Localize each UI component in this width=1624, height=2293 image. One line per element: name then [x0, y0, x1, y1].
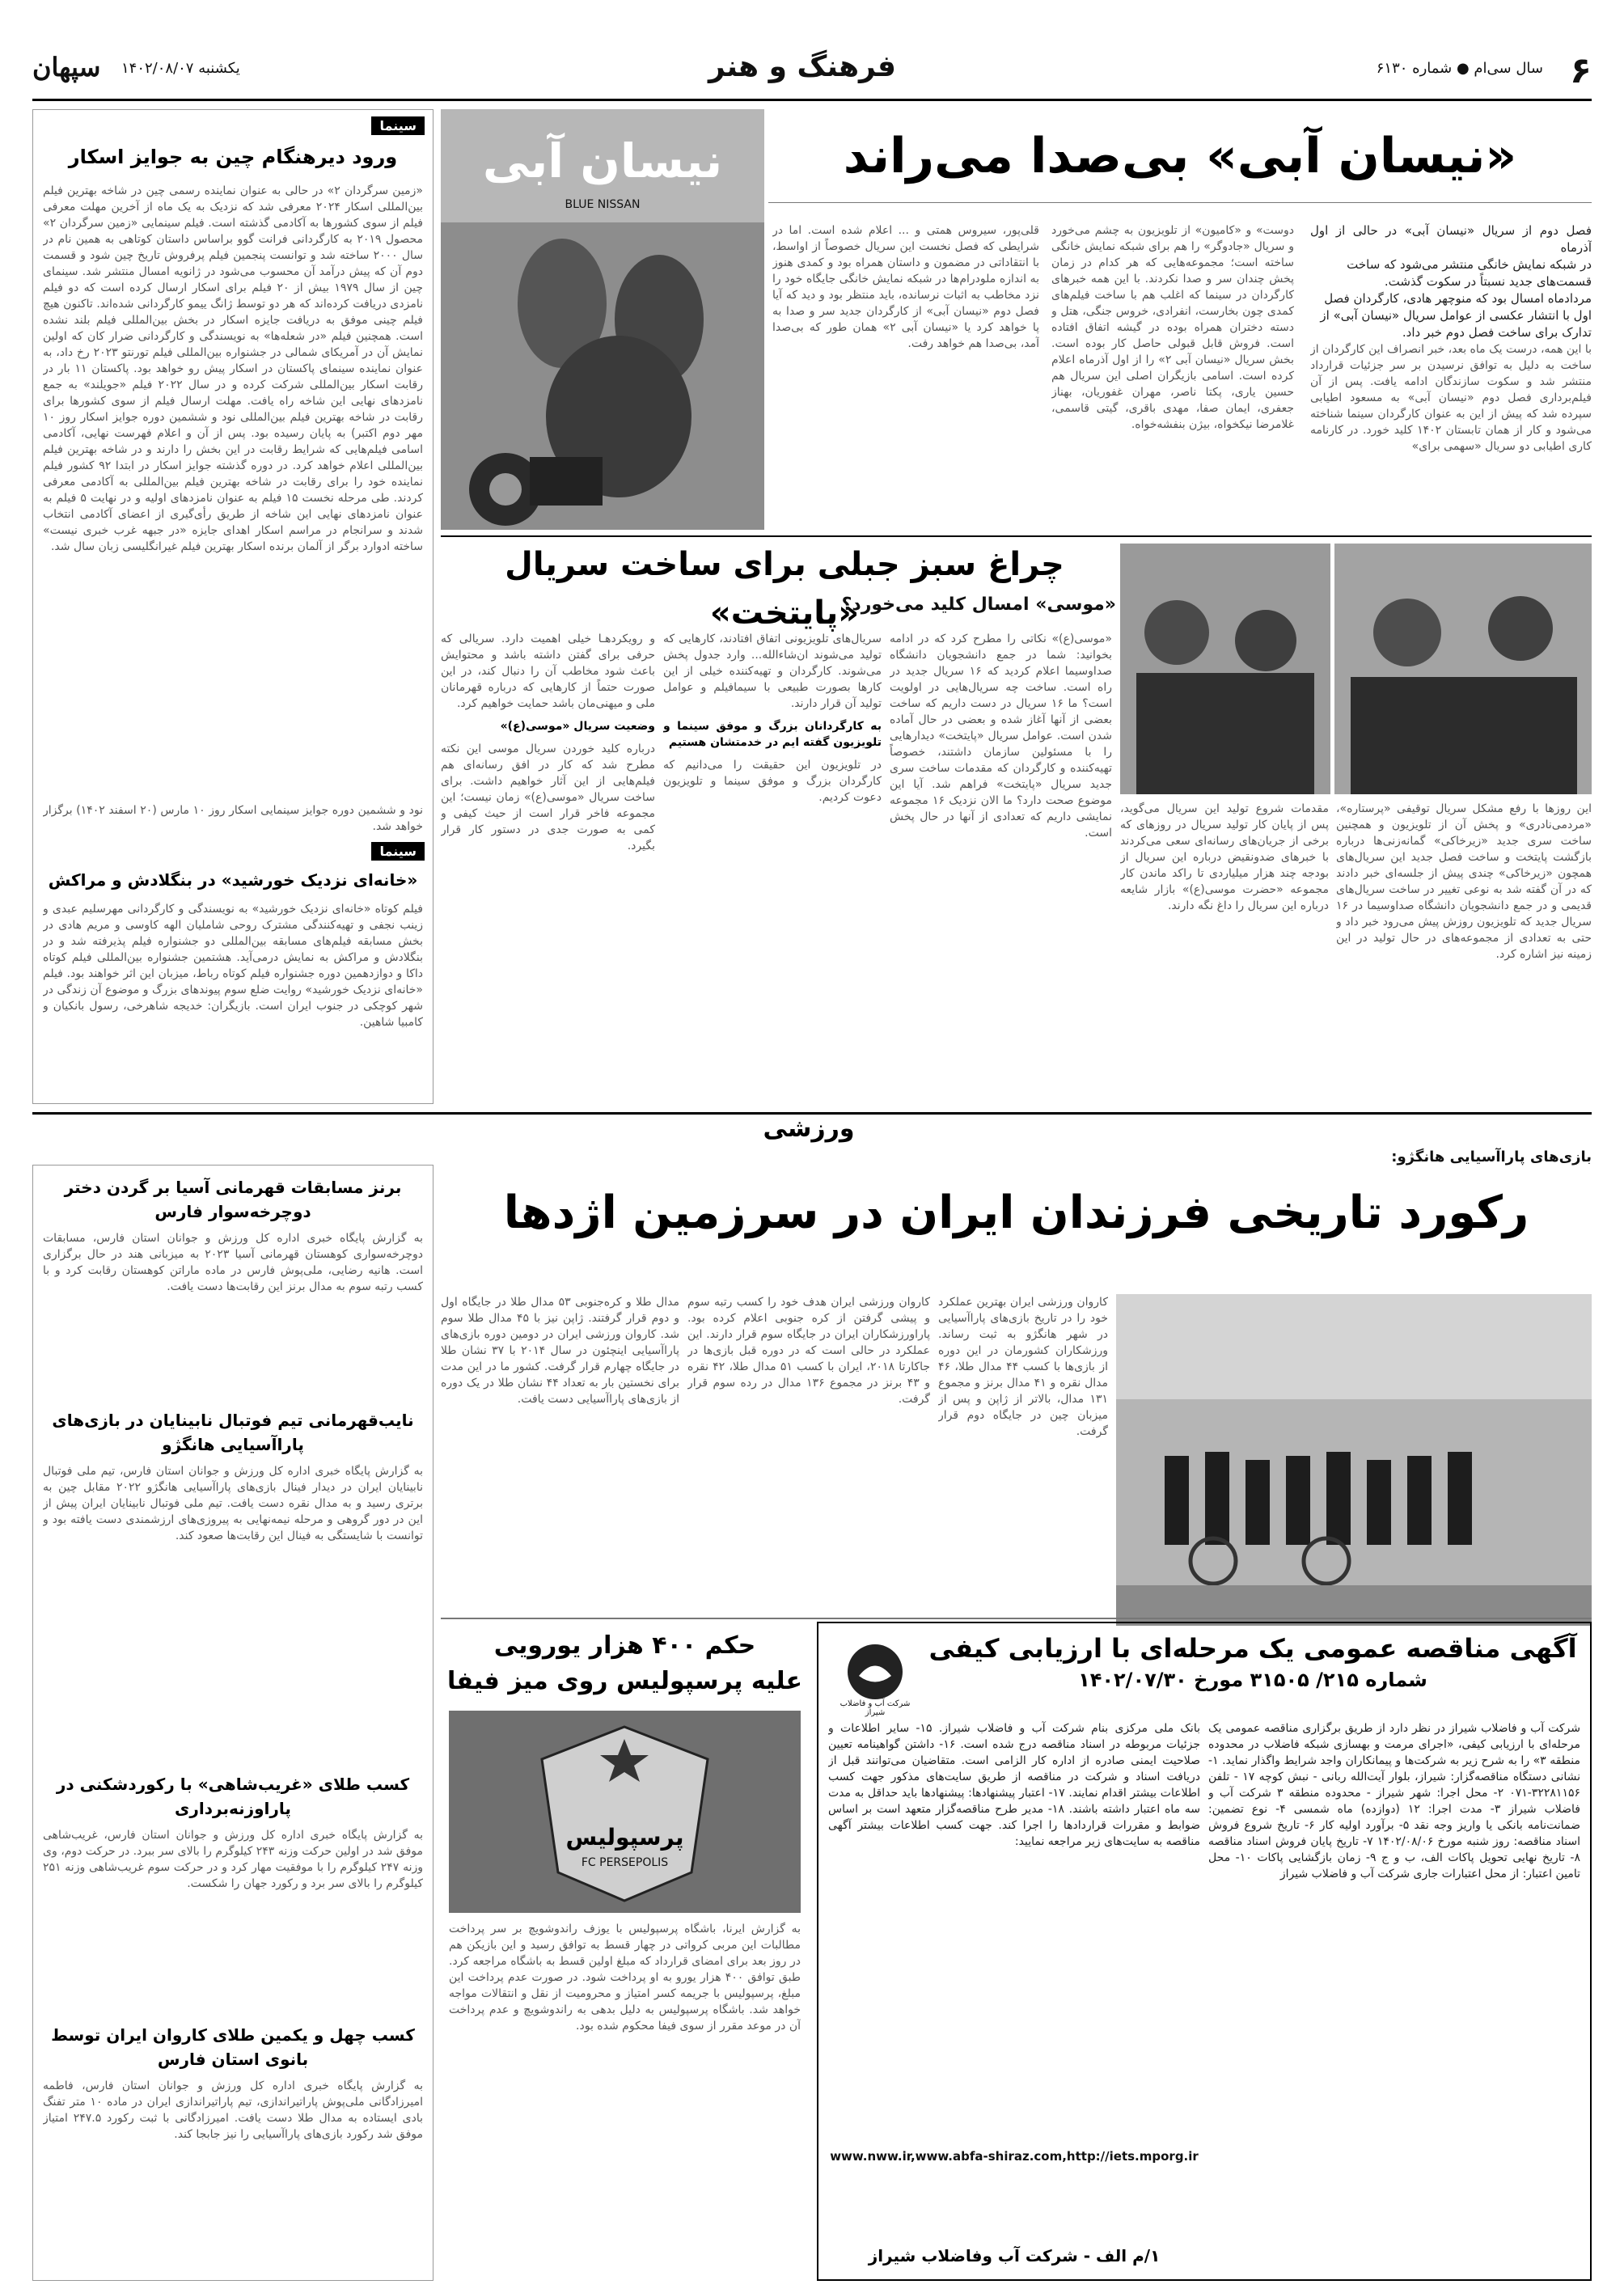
festival-story-title: چراغ سبز جبلی برای ساخت سریال «پایتخت» [505, 546, 1064, 632]
main-story-col2: دوست» و «کامیون» از تلویزیون به چشم می‌خورد و سریال «جادوگر» را هم برای شبکه نمایش خانگی ساخته است؛ مجموعه‌هایی که هر کدام در زمان پخش چندان سر و صدا نکردند. با این همه خبرهای کارگردان در سینما که اغلب هم با ساخت فیلم‌های کمدی چون بخارست، انفرادی، خروس جنگی، هتل و دسته دختران همراه بوده در گیشه اتفاق افتاده است. فروش قابل قبولی حاصل کار بوده است. بخش سریال «نیسان آبی ۲» را از اول آذرماه اعلام کرده است. اسامی بازیگران اصلی این سریال هم حسین یاری، پکتا ناصر، مهران غفوریان، بهناز جعفری، ایمان صفا، مهدی باقری، گیتی قاسمی، غلامرضا نیکخواه، بیژن بنفشه‌خواه. [1051, 224, 1294, 431]
side-story-4-title: کسب چهل و یکمین طلای کاروان ایران توسط بانوی استان فارس [51, 2025, 415, 2069]
persepolis-story [441, 1622, 809, 2281]
ad-title: آگهی مناقصه عمومی یک مرحله‌ای با ارزیابی کیفی [928, 1633, 1577, 1664]
side-story-4-body: به گزارش پایگاه خبری اداره کل ورزش و جوانان استان فارس، فاطمه امیرزادگانی ملی‌پوش پاراتیراندازی، تیم پاراتیراندازی ایران در ماده ۱۰ متر تفنگ بادی ایستاده به مدال طلا دست یافت. امیرزادگانی با ثبت رکورد ۲۴۷.۵ امتیاز موفق شد رکورد بازی‌های پاراآسیایی را نیز جابجا کند. [43, 2079, 423, 2141]
festival-col-d: سریال‌های تلویزیونی اتفاق افتادند، کارهایی که تولید می‌شوند ان‌شاءالله... وارد جدول پخش می‌شوند. کارگردان و تهیه‌کننده خیلی از این کارها بصورت طبیعی با سیمافیلم و عوامل تولید آن قرار دارند. به کارگردانان بزرگ و موفق سینما و تلویزیون گفته ایم در خدمتشان هستیم در تلویزیون این حقیقت را می‌دانیم که کارگردان بزرگ و موفق سینما و تلویزیون دعوت کردیم. [663, 632, 882, 804]
header-rule [32, 99, 1592, 101]
festival-col-c: «موسی(ع)» نکاتی را مطرح کرد که در ادامه بخوانید: شما در جمع دانشجویان دانشگاه صداوسیما اعلام کردید که ۱۶ سریال جدید در راه است. ساخت چه سریال‌هایی در اولویت است؟ ما ۱۶ سریال در دست داریم که ساخت بعضی از آنها آغاز شده و بعضی در حال آماده شدن است. عوامل سریال «پایتخت» دیدارهایی را با مسئولین سازمان داشتند، خصوصاً تهیه‌کننده و کارگردان که مقدمات ساخت سری جدید سریال «پایتخت» فراهم شد. آیا این موضوع صحت دارد؟ ما الان نزدیک ۱۶ مجموعه نمایشی داریم که تعدادی از آنها در حال پخش است. [890, 632, 1112, 840]
festival-photo-2 [1334, 544, 1592, 794]
festival-story-subtitle: «موسی» امسال کلید می‌خورد؟ [841, 594, 1116, 615]
sidebar-story2-body: فیلم کوتاه «خانه‌ای نزدیک خورشید» به نویسندگی و کارگردانی مهرسلیم عبدی و زینب نجفی و تهیه‌کنندگی مشترک روحی شاملیان الهه کاوسی و مریم هادی در بخش مسابقه فیلم‌های مسابقه بین‌المللی دو جشنواره فیلم پذیرفته شد و در بنگلادش و مراکش به نمایش درمی‌آید. هشتمین جشنواره بین‌المللی فیلم کوتاه داکا و دوازدهمین دوره جشنواره فیلم کوتاه رباط، میزبان این اثر خواهند بود. فیلم «خانه‌ای نزدیک خورشید» روایت ضلع سوم پیوندهای بزرگ و موضوع آن زندگی در شهر کوچکی در جنوب ایران است. بازیگران: خدیجه شاهرخی، رسول بانکیان و کامبیا شاهین. [43, 903, 423, 1029]
persepolis-title-1: حکم ۴۰۰ هزار یورویی [493, 1631, 756, 1660]
sidebar [32, 109, 433, 1104]
story-divider [441, 535, 1592, 537]
ad-websites[interactable]: www.nww.ir,www.abfa-shiraz.com,http://iets.mporg.ir [830, 2149, 1199, 2164]
title-underline [768, 202, 1592, 203]
page-header [32, 49, 1592, 97]
sports-col-3: مدال طلا و کره‌جنوبی ۵۳ مدال طلا در جایگاه اول و دوم قرار گرفتند. ژاپن نیز با ۴۵ مدال طلا سوم شد. کاروان ورزشی ایران در دومین دوره بازی‌های پاراآسیایی اینچئون در سال ۲۰۱۴ با ۳۷ نشان طلا در جایگاه چهارم قرار گرفت. کشور ما در این مدت برای نخستین بار به تعداد ۴۴ نشان طلا در یک دوره از بازی‌های پاراآسیایی دست یافت. [441, 1296, 679, 1406]
persepolis-title-2: علیه پرسپولیس روی میز فیفا [447, 1667, 802, 1695]
persepolis-body: به گزارش ایرنا، باشگاه پرسپولیس با یوزف راندوشویچ بر سر پرداخت مطالبات این مربی کرواتی در چهار قسط به توافق رسید و این بازیکن هم در روز بعد برای امضای قرارداد که مبلغ اولین قسط به باشگاه مراجعه کرد. طبق توافق ۴۰۰ هزار یورو به او پرداخت شود. در صورت عدم پرداخت این مبلغ، پرسپولیس با جریمه کسر امتیاز و محرومیت از نقل و انتقالات مواجه خواهد شد. باشگاه پرسپولیس به دلیل بدهی به راندوشویچ و عدم پرداخت آن در موعد مقرر از سوی فیفا محکوم شده بود. [449, 1923, 801, 2033]
cinema-badge-label: سینما [371, 116, 425, 135]
side-story-1-body: به گزارش پایگاه خبری اداره کل ورزش و جوانان استان فارس، مسابقات دوچرخه‌سواری کوهستان قهرمانی آسیا ۲۰۲۳ به میزبانی هند در حال برگزاری است. هانیه رضایی، ملی‌پوش فارس در ماده ماراتن کوهستان رقابت کرد و با کسب رتبه سوم به مدال برنز این رقابت‌ها دست یافت. [43, 1232, 423, 1293]
sports-main-title: رکورد تاریخی فرزندان ایران در سرزمین اژدها [503, 1187, 1529, 1239]
persepolis-logo-image [449, 1711, 801, 1913]
side-story-2-title: نایب‌قهرمانی تیم فوتبال نابینایان در بازی‌های پاراآسیایی هانگژو [52, 1411, 414, 1454]
sidebar-story1-title: ورود دیرهنگام چین به جوایز اسکار [68, 146, 398, 168]
ad-company-logo [835, 1631, 916, 1717]
section-title: فرهنگ و هنر [708, 50, 896, 83]
ad-col-right: شرکت آب و فاضلاب شیراز در نظر دارد از طریق برگزاری مناقصه عمومی یک مرحله‌ای با ارزیابی کیفی، «اجرای مرمت و بهسازی شبکه فاضلاب در محدوده منطقه ۳» را به شرح زیر به شرکت‌ها و پیمانکاران واجد شرایط واگذار نماید. ۱- نشانی دستگاه مناقصه‌گزار: شیراز، بلوار آیت‌الله ربانی - نبش کوچه ۱۷ - تلفن ۳۲۲۸۱۱۵۶-۰۷۱ ۲- محل اجرا: شهر شیراز - محدوده منطقه ۳ شرکت آب و فاضلاب شیراز ۳- مدت اجرا: ۱۲ (دوازده) ماه شمسی ۴- نوع تضمین: ضمانت‌نامه بانکی یا واریز وجه نقد ۵- برآورد اولیه کار ۶- تاریخ شروع فروش اسناد مناقصه: روز شنبه مورخ ۱۴۰۲/۰۸/۰۶ ۷- تاریخ پایان فروش اسناد مناقصه ۸- تاریخ نهایی تحویل پاکات الف، ب و ج ۹- زمان بازگشایی پاکات ۱۰- محل تامین اعتبار: از محل اعتبارات جاری شرکت آب و فاضلاب شیراز [1208, 1722, 1580, 1881]
page-number: ۶ [1570, 50, 1592, 91]
sports-mid-divider [441, 1618, 1592, 1619]
main-story-col3: قلی‌پور، سیروس همتی و ... اعلام شده است. اما در شرایطی که فصل نخست این سریال خصوصاً از اواسط، با انتقاداتی در مضمون و داستان همراه بود و کمدی هنوز به اندازه ملودرام‌ها در شبکه نمایش خانگی جایگاه خود را نزد مخاطب به اثبات نرسانده، باید منتظر بود و دید که آیا فصل دوم «نیسان آبی» از کارگردان جدید سر و صدا به پا خواهد کرد یا «نیسان آبی ۲» همان طور که بی‌صدا آمد، بی‌صدا هم خواهد رفت. [772, 224, 1039, 350]
main-story-title: «نیسان آبی» بی‌صدا می‌راند [843, 128, 1517, 184]
festival-col-a: این روزها با رفع مشکل سریال توقیفی «پرستاره»، «مردمی‌نادری» و پخش آن از تلویزیون و همچنین ساخت سری جدید «زیرخاکی» گمانه‌زنی‌ها درباره بازگشت پایتخت و ساخت فصل جدید این سریال‌های همچون «زیرخاکی» چندی پیش از جلسه‌ای خبر دادند که در آن گفته شد به نوعی تغییر در ساخت سریال‌های قدیمی و در جمع دانشجویان دانشگاه صداوسیما در ۱۶ سریال جدید که تلویزیون روزش پیش می‌رود خبر داد و حتی به تعدادی از مجموعه‌های در حال تولید در این زمینه نیز اشاره کرد. [1336, 802, 1592, 961]
intro-line: فصل دوم از سریال «نیسان آبی» در حالی از اول آذرماه [1310, 223, 1592, 255]
side-story-1-title: برنز مسابقات قهرمانی آسیا بر گردن دختر دوچرخه‌سوار فارس [64, 1178, 402, 1221]
sports-section-label: ورزشی [763, 1115, 855, 1143]
sidebar-story1-body: «زمین سرگردان ۲» در حالی به عنوان نماینده رسمی چین در شاخه بهترین فیلم بین‌المللی اسکار ۲۰۲۴ معرفی شد که نزدیک به یک ماه از آخرین مهلت معرفی فیلم از سوی کشورها به آکادمی گذشته است. فیلم سینمایی «زمین سرگردان ۲» محصول ۲۰۱۹ به کارگردانی فرانت گوو براساس داستان کوتاهی به همین نام در سال ۲۰۰۰ ساخته شد و توانست پنجمین فیلم پرفروش تاریخ چین شود و قسمت دوم آن که پیش درآمد آن محسوب می‌شود در ژانویه امسال منتشر شد. سینمای چین از سال ۱۹۷۹ بیش از ۲۰ فیلم برای اسکار ارسال کرده است که دو فیلم نامزدی دریافت کرده‌اند که هر دو توسط ژانگ ییمو کارگردانی شده‌اند. تاکنون هیچ فیلم چینی موفق به دریافت جایزه اسکار در بخش بین‌المللی فیلم بلند نشده است. همچنین فیلم «در شعله‌ها» به نویسندگی و کارگردانی ضرار کان که اولین نمایش آن در آمریکای شمالی در جشنواره بین‌المللی فیلم تورنتو ۲۰۲۳ رخ داد، به عنوان نماینده سینمای پاکستان در اسکار پیش رو خواهد بود. پاکستان ۱۱ بار در رقابت اسکار بین‌المللی شرکت کرده و در سال ۲۰۲۲ فیلم «جویلند» به جمع نامزدهای نهایی این شاخه راه یافت. مهلت ارسال فیلم از سوی کشورها برای رقابت در شاخه بهترین فیلم بین‌المللی نود و ششمین دوره جوایز اسکار روز ۱۰ مهر دوم اکتبر) به پایان رسیده بود. پس از آن و اعلام فهرست نهایی، آکادمی اسامی فیلم‌هایی که شرایط رقابت در این بخش را دارند و در شاخه بهترین فیلم بین‌المللی اعلام خواهد کرد. در دوره گذشته جوایز اسکار در ابتدا ۹۲ کشور فیلم نماینده خود را برای رقابت در شاخه بهترین فیلم بین‌المللی به آکادمی معرفی کردند. طی مرحله نخست ۱۵ فیلم به عنوان نامزدهای اولیه و در نهایت ۵ فیلم به عنوان نامزدهای نهایی این شاخه از طریق رأی‌گیری از اعضای آکادمی انتخاب شدند و سرانجام در مراسم اسکار اهدای جایزه «در جبهه غرب خبری نیست» ساخته ادوارد برگر از آلمان برنده اسکار بهترین فیلم غیرانگلیسی زبان سال شد. [43, 184, 423, 553]
intro-line: تدارک برای ساخت فصل دوم خبر داد. [1402, 325, 1592, 340]
side-story-2-body: به گزارش پایگاه خبری اداره کل ورزش و جوانان استان فارس، تیم ملی فوتبال نابینایان ایران در دیدار فینال بازی‌های پاراآسیایی هانگژو ۲۰۲۲ مقابل چین به برتری رسید و به مدال نقره دست یافت. تیم ملی فوتبال نابینایان ایران پیش از این در دور گروهی و مرحله نیمه‌نهایی به پیروزی‌های ارزشمندی دست یافته بود و توانست با شایستگی به فینال این رقابت‌ها صعود کند. [43, 1465, 423, 1542]
intro-line: در شبکه نمایش خانگی منتشر می‌شود که ساخت [1347, 257, 1592, 272]
sports-col-2: کاروان ورزشی ایران هدف خود را کسب رتبه سوم و پیشی گرفتن از کره جنوبی اعلام کرده بود. پاراورزشکاران ایران در جایگاه سوم قرار دارند. این عملکرد در حالی است که در دوره قبل بازی‌ها در جاکارتا ۲۰۱۸، ایران با کسب ۵۱ مدال طلا، ۴۲ نقره و ۴۳ برنز در مجموع ۱۳۶ مدال در رده سوم قرار گرفت. [687, 1296, 930, 1406]
intro-line: مردادماه امسال بود که منوچهر هادی، کارگردان فصل [1324, 291, 1592, 306]
paralympic-photo [1116, 1294, 1592, 1626]
ad-footer: ۱/م الف - شرکت آب وفاضلاب شیراز [868, 2246, 1161, 2266]
persepolis-logo-en: FC PERSEPOLIS [581, 1856, 669, 1869]
festival-col-e: و رویکردهـا خیلی اهمیت دارد. سریالی که حرفی برای گفتن داشته باشد و محتوایش باعث شود مخاطب آن را دنبال کند، در این صورت حتماً از کارهایی که درباره قهرمانان ملی و میهنی‌مان باشد حمایت خواهیم کرد. وضعیت سریال «موسی(ع)» درباره کلید خوردن سریال موسی این نکته مطرح شد که کار در افق رسانه‌ای هم فیلم‌هایی از این آثار خواهیم داشت. برای ساخت سریال «موسی(ع)» زمان نیست؛ این مجموعه فاخر قرار است از حیث کیفی و کمی به صورت جدی در دستور کار قرار بگیرد. [441, 632, 655, 852]
poster-title: نیسان آبی [482, 133, 723, 188]
festival-section-head-2: به کارگردانان بزرگ و موفق سینما و تلویزیون گفته ایم در خدمتشان هستیم [663, 720, 882, 749]
ad-number-line: شماره ۲۱۵/ ۳۱۵۰۵ مورخ ۱۴۰۲/۰۷/۳۰ [1078, 1669, 1427, 1691]
side-story-3-title: کسب طلای «غریب‌شاهی» با رکوردشکنی در پاراوزنه‌برداری [56, 1775, 410, 1818]
cinema-badge-2 [371, 842, 425, 861]
ad-company-logo-caption: شرکت آب و فاضلاب شیراز [839, 1699, 911, 1717]
festival-col-b: مقدمات شروع تولید این سریال می‌گوید، پس از پایان کار تولید سریال در روزهای که برخی از جریان‌های رسانه‌ای سعی می‌کردند با خبرهای ضدونقیض درباره این سریال از بودجه چند هزار میلیاردی تا راکد ماندن کار مجموعه «حضرت موسی(ع)» بازار شایعه درباره این سریال را داغ نگه دارند. [1120, 802, 1329, 912]
main-story-intro [1310, 222, 1592, 538]
sidebar-story2-title: «خانه‌ای نزدیک خورشید» در بنگلادش و مراکش [48, 870, 418, 890]
cinema-badge-1 [371, 116, 425, 135]
issue-info: سال سی‌ام ● شماره ۶۱۳۰ [1376, 60, 1543, 77]
festival-photo-1 [1120, 544, 1330, 794]
festival-section-head-1: وضعیت سریال «موسی(ع)» [500, 720, 655, 733]
main-story-column-text: با این همه، درست یک ماه بعد، خبر انصراف این کارگردان از ساخت به دلیل به توافق نرسیدن بر سر جزئیات قرارداد منتشر شد و سکوت سازندگان ادامه یافت. پس از آن فیلم‌برداری فصل دوم «نیسان آبی» به مسعود اطیابی سپرده شد که پیش از این به عنوان کارگردان سینما شناخته می‌شود و کار از همان تابستان ۱۴۰۲ کلید خورد. در کارنامه کاری اطیابی دو سریال «سهمی برای» [1310, 343, 1592, 453]
intro-line: اول با انتشار عکسی از عوامل سریال «نیسان آبی» از [1320, 308, 1592, 323]
sports-kicker: بازی‌های پاراآسیایی هانگژو: [1391, 1149, 1592, 1166]
sports-sidebar [32, 1165, 433, 2281]
sidebar-story1-date-note: نود و ششمین دوره جوایز سینمایی اسکار روز ۱۰ مارس (۲۰ اسفند ۱۴۰۲) برگزار خواهد شد. [43, 804, 423, 833]
issue-date: یکشنبه ۱۴۰۲/۰۸/۰۷ [121, 60, 240, 77]
persepolis-logo-text: پرسپولیس [565, 1824, 684, 1851]
cinema-badge-label-2: سینما [371, 842, 425, 861]
paper-logo: سپهان [32, 52, 101, 82]
side-story-3-body: به گزارش پایگاه خبری اداره کل ورزش و جوانان استان فارس، غریب‌شاهی موفق شد در اولین حرکت وزنه ۲۴۳ کیلوگرم را بالای سر ببرد. در حرکت دوم، وی وزنه ۲۴۷ کیلوگرم را با موفقیت مهار کرد و در حرکت سوم غریب‌شاهی وزنه ۲۵۱ کیلوگرم را بالای سر برد و رکورد جهان را شکست. [43, 1829, 423, 1890]
poster-subtitle: BLUE NISSAN [565, 198, 641, 211]
tender-ad [817, 1622, 1592, 2281]
sports-col-1: کاروان ورزشی ایران بهترین عملکرد خود را در تاریخ بازی‌های پاراآسیایی در شهر هانگژو به ثبت رساند. ورزشکاران کشورمان در این دوره از بازی‌ها با کسب ۴۴ مدال طلا، ۴۶ مدال نقره و ۴۱ مدال برنز و مجموع ۱۳۱ مدال، بالاتر از ژاپن و پس از میزبان چین در جایگاه دوم قرار گرفت. [938, 1296, 1108, 1438]
intro-line: قسمت‌های جدید نسبتاً در سکوت گذشت. [1384, 274, 1592, 289]
ad-col-left: بانک ملی مرکزی بنام شرکت آب و فاضلاب شیراز. ۱۵- سایر اطلاعات و جزئیات مربوطه در اسناد مناقصه درج شده است. ۱۶- داشتن گواهینامه تعیین صلاحیت ایمنی صادره از اداره کار الزامی است. متقاضیان می‌توانند قبل از دریافت اسناد و شرکت در مناقصه از طریق سایت‌های مذکور جهت کسب اطلاعات بیشتر اقدام نمایند. ۱۷- اعتبار پیشنهادها: پیشنهادها باید حداقل به مدت سه ماه اعتبار داشته باشند. ۱۸- مدیر طرح مناقصه‌گزار متعهد است بر اساس ضوابط و مقررات قراردادها را اجرا کند. جهت کسب اطلاعات بیشتر آگهی مناقصه به سایت‌های زیر مراجعه نمایید: [828, 1722, 1200, 1848]
nissan-poster [441, 109, 764, 530]
